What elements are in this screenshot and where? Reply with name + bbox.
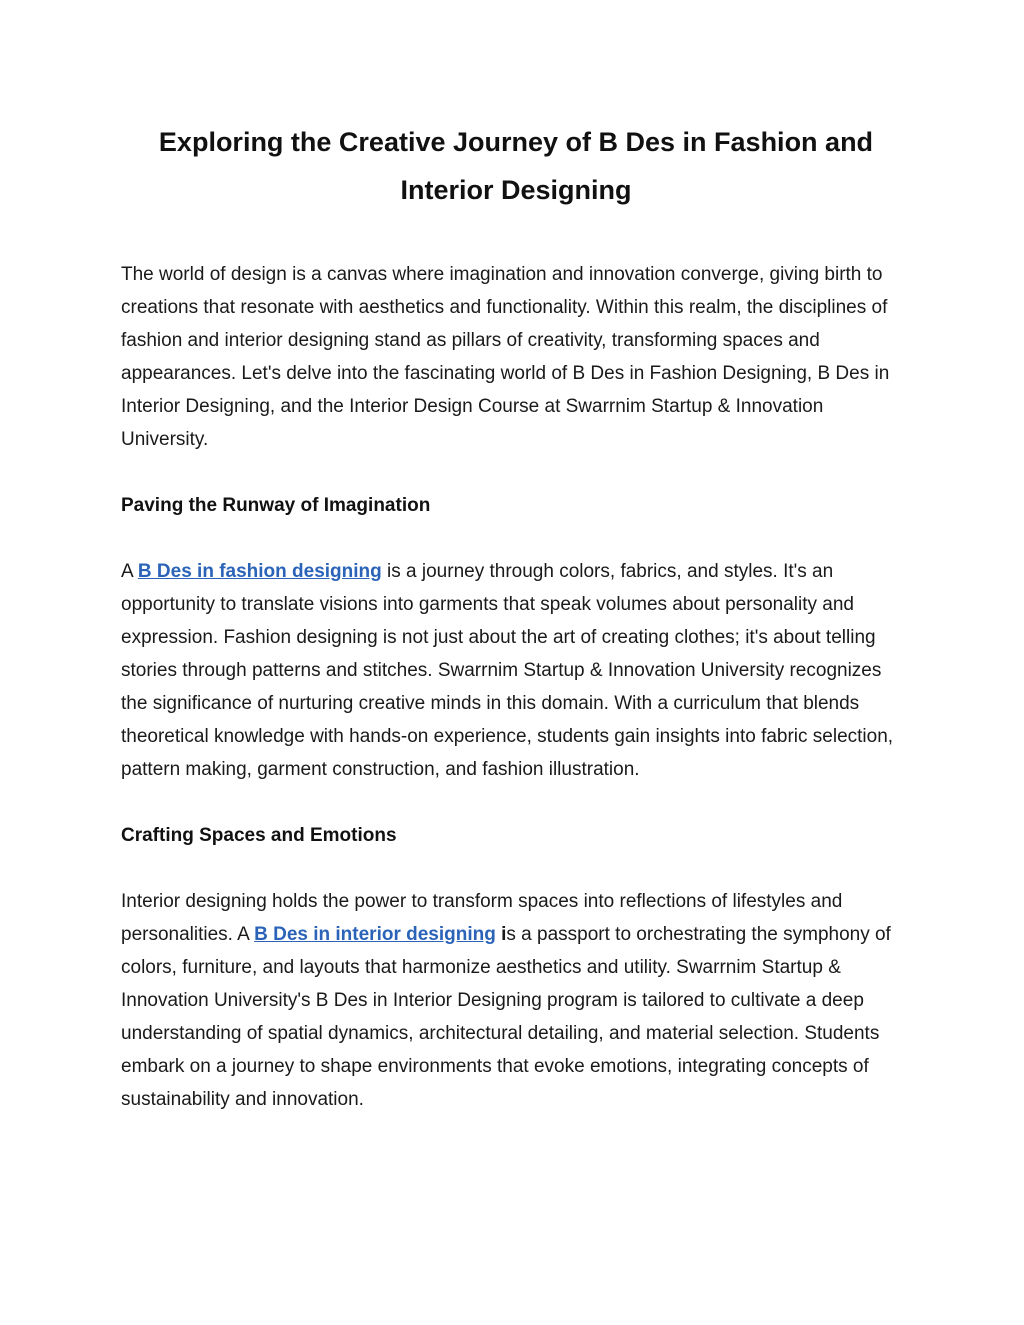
section-heading-spaces: Crafting Spaces and Emotions bbox=[121, 825, 397, 846]
document-title bbox=[121, 118, 911, 214]
interior-paragraph-body: s a passport to orchestrating the symphony of colors, furniture, and layouts that harmonize aesthetics and utility. Swarrnim Startup & Innovation University's B Des in Interior Designing program is tailored to cultivate a deep understanding of spatial dynamics, architectural detailing, and material selection. Students embark on a journey to shape environments that evoke emotions, integrating concepts of sustainability and innovation. bbox=[121, 924, 891, 1110]
title-line-1: Exploring the Creative Journey of B Des in Fashion and bbox=[158, 127, 874, 157]
fashion-paragraph-body: is a journey through colors, fabrics, and styles. It's an opportunity to translate visions into garments that speak volumes about personality and expression. Fashion designing is not just about the art of creating clothes; it's about telling stories through patterns and stitches. Swarrnim Startup & Innovation University recognizes the significance of nurturing creative minds in this domain. With a curriculum that blends theoretical knowledge with hands-on experience, students gain insights into fabric selection, pattern making, garment construction, and fashion illustration. bbox=[121, 561, 894, 780]
section-heading-runway: Paving the Runway of Imagination bbox=[121, 495, 431, 516]
intro-paragraph: The world of design is a canvas where imagination and innovation converge, giving birth to creations that resonate with aesthetics and functionality. Within this realm, the disciplines of fashion and interior designing stand as pillars of creativity, transforming spaces and appearances. Let's delve into the fascinating world of B Des in Fashion Designing, B Des in Interior Designing, and the Interior Design Course at Swarrnim Startup & Innovation University. bbox=[121, 264, 890, 450]
interior-designing-link[interactable]: B Des in interior designing bbox=[254, 924, 496, 945]
interior-paragraph-prefix: Interior designing holds the power to transform spaces into reflections of lifestyles and personalities. A bbox=[121, 891, 843, 945]
fashion-designing-link[interactable]: B Des in fashion designing bbox=[137, 561, 382, 582]
fashion-paragraph bbox=[121, 555, 911, 786]
interior-paragraph bbox=[121, 885, 911, 1116]
document-page bbox=[121, 118, 911, 1116]
fashion-paragraph-prefix: A bbox=[121, 561, 138, 582]
title-line-2: Interior Designing bbox=[400, 175, 632, 205]
interior-paragraph-bold-char: i bbox=[501, 924, 507, 945]
